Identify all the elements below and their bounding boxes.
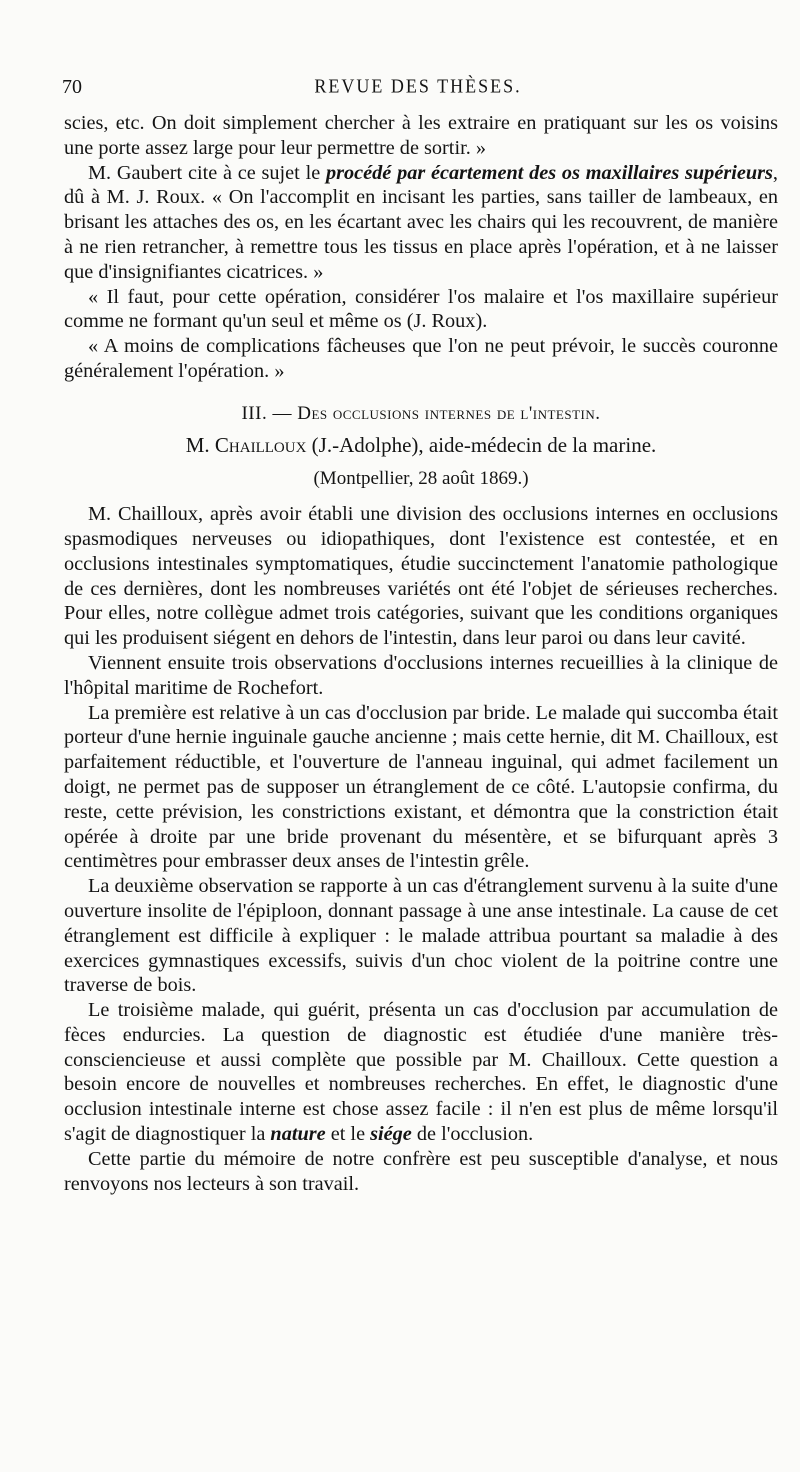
paragraph: Cette partie du mémoire de notre confrère est peu susceptible d'analyse, et nous renvoyons nos lecteurs à son travail. <box>64 1147 778 1195</box>
page-header <box>62 68 774 108</box>
paragraph: Viennent ensuite trois observations d'occlusions internes recueillies à la clinique de l'hôpital maritime de Rochefort. <box>64 651 778 699</box>
paragraph: « A moins de complications fâcheuses que l'on ne peut prévoir, le succès couronne généralement l'opération. » <box>64 335 778 382</box>
author-details: (J.-Adolphe), aide-médecin de la marine. <box>311 432 657 457</box>
page-number: 70 <box>62 76 82 98</box>
section-number: III. <box>241 402 268 424</box>
author-prefix: M. <box>185 432 210 457</box>
paragraph: La première est relative à un cas d'occlusion par bride. Le malade qui succomba était porteur d'une hernie inguinale gauche ancienne ; mais cette hernie, dit M. Chailloux, est parfaitement réductible, et l'ouverture de l'anneau inguinal, qui admet facilement un doigt, ne permet pas de supposer un étranglement de ce côté. L'autopsie confirma, du reste, cette prévision, les constrictions existant, et démontra que la constriction était opérée à droite par une bride provenant du mésentère, et se bifurquant après 3 centimètres pour embrasser deux anses de l'intestin grêle. <box>64 701 778 873</box>
section-dash: — <box>272 402 292 424</box>
section-title: Des occlusions internes de l'intestin. <box>297 402 601 424</box>
text-run: , dû à M. J. Roux. « On l'accomplit en incisant les parties, sans tailler de lambeaux, en brisant les attaches des os, en les écartant avec les chairs qui les recouvrent, de manière à ne rien retrancher, à remettre tous les tissus en place après l'opération, et à ne laisser que d'insignifiantes cicatrices. » <box>64 161 778 283</box>
italic-term: nature <box>270 1123 326 1146</box>
running-title: REVUE DES THÈSES. <box>314 74 522 97</box>
text-column <box>64 111 778 1196</box>
text-run: M. Gaubert cite à ce sujet le <box>88 161 326 184</box>
paragraph: La deuxième observation se rapporte à un cas d'étranglement survenu à la suite d'une ouverture insolite de l'épiploon, donnant passage à une anse intestinale. La cause de cet étranglement est difficile à expliquer : le malade attribua pourtant sa maladie à des exercices gymnastiques excessifs, suivis d'un choc violent de la poitrine contre une traverse de bois. <box>64 875 778 997</box>
paragraph <box>64 998 778 1147</box>
thesis-author <box>64 433 778 458</box>
text-run: et le <box>325 1123 371 1146</box>
place-date: (Montpellier, 28 août 1869.) <box>313 468 529 490</box>
paragraph: M. Chailloux, après avoir établi une division des occlusions internes en occlusions spasmodiques nerveuses ou idiopathiques, dont l'existence est contestée, et en occlusions intestinales symptomatiques, étudie succinctement l'anatomie pathologique de ces dernières, dont les nombreuses variétés ont été l'objet de sérieuses recherches. Pour elles, notre collègue admet trois catégories, suivant que les conditions organiques qui les produisent siégent en dehors de l'intestin, dans leur paroi ou dans leur cavité. <box>64 503 778 650</box>
paragraph: « Il faut, pour cette opération, considérer l'os malaire et l'os maxillaire supérieur comme ne formant qu'un seul et même os (J. Roux). <box>64 285 778 333</box>
text-run: de l'occlusion. <box>411 1123 534 1146</box>
paragraph: scies, etc. On doit simplement chercher à les extraire en pratiquant sur les os voisins une porte assez large pour leur permettre de sortir. » <box>64 112 778 159</box>
author-name: Chailloux <box>214 432 307 457</box>
section-heading <box>64 402 778 427</box>
text-run: Le troisième malade, qui guérit, présenta un cas d'occlusion par accumulation de fèces endurcies. La question de diagnostic est étudiée d'une manière très-consciencieuse et aussi complète que possible par M. Chailloux. Cette question a besoin encore de nouvelles et nombreuses recherches. En effet, le diagnostic d'une occlusion intestinale interne est chose assez facile : il n'en est plus de même lorsqu'il s'agit de diagnostiquer la <box>64 999 778 1146</box>
paragraph <box>64 161 778 285</box>
italic-term: procédé par écartement des os maxillaires supérieurs <box>325 161 773 184</box>
italic-term: siége <box>370 1123 412 1146</box>
